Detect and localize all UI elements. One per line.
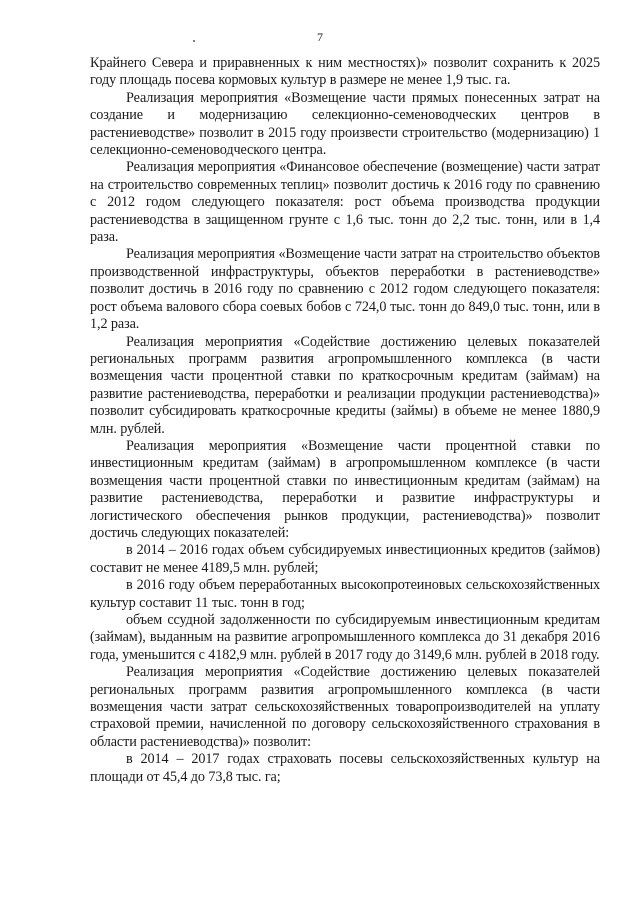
paragraph-subsidized-credits-volume: в 2014 – 2016 годах объем субсидируемых инвестиционных кредитов (займов) составит не менее 4189,5 млн. рублей;	[90, 542, 600, 576]
paragraph-loan-debt: объем ссудной задолженности по субсидируемым инвестиционным кредитам (займам), выданным на развитие агропромышленного комплекса до 31 декабря 2016 года, уменьшится с 4182,9 млн. рублей в 2017 году до 3149,6 млн. рублей в 2018 году.	[90, 612, 600, 663]
body-text	[90, 55, 600, 786]
paragraph-insurance: Реализация мероприятия «Содействие достижению целевых показателей региональных программ развития агропромышленного комплекса (в части возмещения части затрат сельскохозяйственных товаропроизводителей на уплату страховой премии, начисленной по договору сельскохозяйственного страхования в области растениеводства)» позволит:	[90, 664, 600, 750]
paragraph-short-term-credits: Реализация мероприятия «Содействие достижению целевых показателей региональных программ развития агропромышленного комплекса (в части возмещения части процентной ставки по краткосрочным кредитам (займам) на развитие растениеводства, переработки и реализации продукции растениеводства)» позволит субсидировать краткосрочные кредиты (займы) в объеме не менее 1880,9 млн. рублей.	[90, 333, 600, 437]
paragraph-seed-centers: Реализация мероприятия «Возмещение части прямых понесенных затрат на создание и модернизацию селекционно-семеноводческих центров в растениеводстве» позволит в 2015 году произвести строительство (модернизацию) 1 селекционно-семеноводческого центра.	[90, 89, 600, 159]
page-number: 7	[317, 30, 323, 44]
paragraph-continuation: Крайнего Севера и приравненных к ним местностях)» позволит сохранить к 2025 году площадь посева кормовых культур в размере не менее 1,9 тыс. га.	[90, 55, 600, 89]
paragraph-infrastructure: Реализация мероприятия «Возмещение части затрат на строительство объектов производственной инфраструктуры, объектов переработки в растениеводстве» позволит достичь в 2016 году по сравнению с 2012 годом следующего показателя: рост объема валового сбора соевых бобов с 724,0 тыс. тонн до 849,0 тыс. тонн, или в 1,2 раза.	[90, 246, 600, 333]
scan-speck	[193, 40, 195, 42]
paragraph-insured-area: в 2014 – 2017 годах страховать посевы сельскохозяйственных культур на площади от 45,4 до 73,8 тыс. га;	[90, 751, 600, 785]
paragraph-investment-credits: Реализация мероприятия «Возмещение части процентной ставки по инвестиционным кредитам (займам) в агропромышленном комплексе (в части возмещения части процентной ставки по инвестиционным кредитам (займам) на развитие растениеводства, переработки и развитие инфраструктуры и логистического обеспечения рынков продукции, растениеводства)» позволит достичь следующих показателей:	[90, 437, 600, 541]
paragraph-processed-crops: в 2016 году объем переработанных высокопротеиновых сельскохозяйственных культур составит 11 тыс. тонн в год;	[90, 577, 600, 611]
paragraph-greenhouses: Реализация мероприятия «Финансовое обеспечение (возмещение) части затрат на строительство современных теплиц» позволит достичь к 2016 году по сравнению с 2012 годом следующего показателя: рост объема производства продукции растениеводства в защищенном грунте с 1,6 тыс. тонн до 2,2 тыс. тонн, или в 1,4 раза.	[90, 159, 600, 246]
